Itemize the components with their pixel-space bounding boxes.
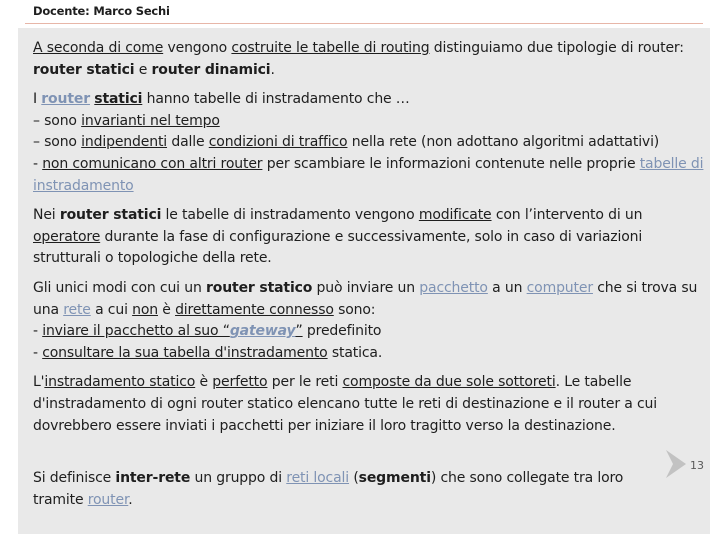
text-span: con l’intervento di un [491, 207, 643, 224]
text-span: può inviare un [312, 279, 420, 296]
text-span: segmenti [358, 470, 431, 486]
text-span: per scambiare le informazioni contenute nelle proprie [262, 155, 640, 172]
text-span: le tabelle di instradamento vengono [161, 207, 419, 224]
text-span: Si definisce [33, 470, 116, 486]
text-span: vengono [163, 40, 232, 56]
text-span: statici [94, 91, 143, 108]
text-span: router statici [59, 207, 162, 224]
text-span: hanno tabelle di instradamento che … [142, 91, 410, 108]
text-span: durante la fase di configurazione e successivamente, solo in caso di variazioni strutturali o topologiche della rete. [33, 228, 643, 267]
text-span: Nei [33, 207, 60, 224]
text-span: non comunicano con altri router [42, 155, 263, 172]
text-span: consultare la sua tabella d'instradamento [42, 344, 328, 361]
paragraph-6 [33, 468, 623, 511]
text-span: . Le tabelle d'instradamento di ogni router statico elencano tutte le reti di destinazione e il router a cui dovrebbero essere inviati i pacchetti per iniziare il loro tragitto verso la destinazione. [33, 374, 657, 434]
text-span: tramite [33, 491, 88, 508]
page-number: 13 [690, 459, 704, 472]
text-span: nella rete (non adottano algoritmi adattativi) [347, 134, 660, 151]
gateway-link[interactable]: gateway [229, 323, 296, 340]
text-span: A seconda di come [33, 40, 164, 56]
slide-body [33, 38, 708, 445]
paragraph-1 [33, 38, 708, 81]
text-span: . [128, 491, 133, 508]
routing-table-link[interactable]: tabelle di instradamento [33, 155, 704, 194]
text-span: router statici [33, 61, 135, 78]
text-span: – sono [33, 134, 82, 151]
text-span: - [33, 155, 43, 172]
text-span: ( [349, 470, 359, 486]
paragraph-4 [33, 278, 708, 364]
paragraph-5 [33, 372, 708, 437]
text-span: statica. [327, 344, 383, 361]
text-span: predefinito [302, 323, 382, 340]
network-link[interactable]: rete [63, 301, 91, 318]
computer-link[interactable]: computer [526, 279, 593, 296]
text-span: è [157, 301, 176, 318]
text-span: - [33, 323, 43, 340]
text-span: dalle [167, 134, 209, 151]
text-span: direttamente connesso [175, 301, 334, 318]
text-span: un gruppo di [190, 470, 287, 486]
text-span: modificate [418, 207, 492, 224]
text-span: inviare il pacchetto al suo “ [42, 323, 230, 340]
author-header: Docente: Marco Sechi [33, 4, 170, 18]
text-span: I [33, 91, 42, 108]
router-link[interactable]: router [87, 491, 129, 508]
text-span: per le reti [267, 374, 343, 391]
text-span: router statico [205, 279, 313, 296]
text-span: operatore [33, 228, 101, 245]
text-span: instradamento statico [44, 374, 196, 391]
paragraph-3 [33, 205, 708, 270]
text-span: a un [487, 279, 527, 296]
header-divider [25, 23, 703, 24]
chevron-right-icon[interactable] [664, 449, 688, 479]
text-span: composte da due sole sottoreti [342, 374, 556, 391]
text-span: - [33, 344, 43, 361]
paragraph-2 [33, 89, 708, 197]
text-span: inter-rete [115, 470, 191, 486]
text-span: ” [295, 323, 303, 340]
text-span: Gli unici modi con cui un [33, 279, 206, 296]
text-span: router dinamici [151, 61, 271, 78]
text-span: L' [33, 374, 45, 391]
local-networks-link[interactable]: reti locali [286, 470, 350, 486]
router-link[interactable]: router [41, 91, 90, 108]
text-span: indipendenti [81, 134, 168, 151]
text-span: distinguiamo due tipologie di router: [429, 40, 684, 56]
text-span: – sono [33, 112, 82, 129]
text-span: e [134, 61, 152, 78]
text-span: a cui [90, 301, 133, 318]
text-span: ) che sono collegate tra loro [430, 470, 624, 486]
packet-link[interactable]: pacchetto [419, 279, 488, 296]
text-span: perfetto [212, 374, 268, 391]
text-span: costruite le tabelle di routing [231, 40, 430, 56]
text-span: invarianti nel tempo [81, 112, 220, 129]
text-span: condizioni di traffico [208, 134, 348, 151]
text-span: è [195, 374, 213, 391]
text-span: sono: [333, 301, 376, 318]
text-span: che si trova su una [33, 279, 698, 318]
text-span: non [132, 301, 158, 318]
text-span: . [270, 61, 275, 78]
